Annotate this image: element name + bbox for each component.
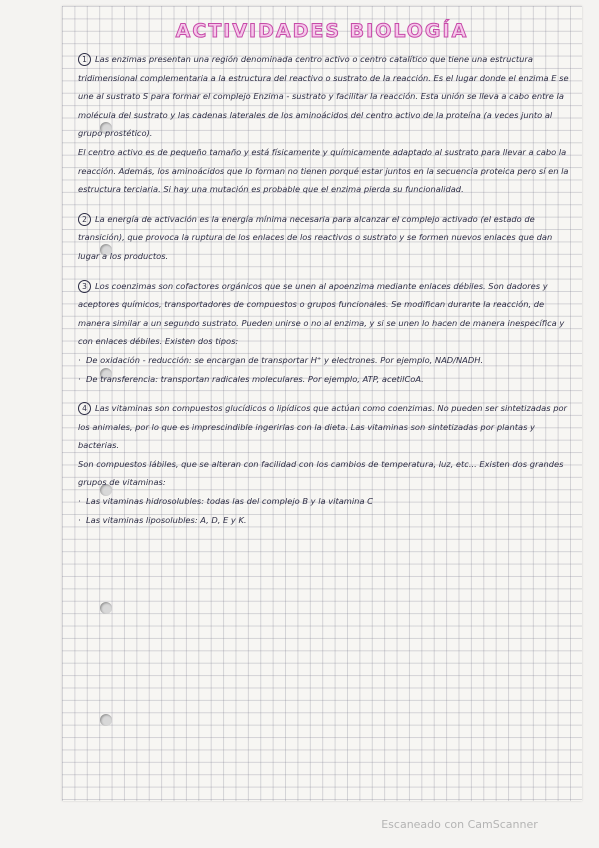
paragraph-text: El centro activo es de pequeño tamaño y está físicamente y químicamente adaptado al sustrato para llevar a cabo la reacción. Además, los aminoácidos que lo forman no tienen porqué estar juntos en la secuencia proteica pero sí en la estructura terciaria. Si hay una mutación es probable que el enzima pierda su funcionalidad.: [78, 146, 569, 195]
binder-hole: [100, 714, 112, 726]
notes-body: [78, 50, 572, 540]
bullet-list: [78, 492, 572, 529]
binder-hole: [100, 602, 112, 614]
notebook-page: [62, 6, 582, 801]
paragraph-number: 4: [78, 402, 91, 415]
paragraph-text: Las vitaminas son compuestos glucídicos o lipídicos que actúan como coenzimas. No pueden ser sintetizadas por los animales, por lo que es imprescindible ingerirlas con la dieta. Las vitaminas son sintetizadas por plantas y bacterias.: [78, 403, 567, 451]
paragraph-number: 1: [78, 53, 91, 66]
paragraph-3: [78, 277, 572, 389]
list-item: · Las vitaminas hidrosolubles: todas las del complejo B y la vitamina C: [78, 492, 572, 511]
paragraph-number: 3: [78, 280, 91, 293]
list-item: · De transferencia: transportan radicales moleculares. Por ejemplo, ATP, acetilCoA.: [78, 370, 572, 389]
paragraph-1: [78, 50, 572, 199]
paragraph-text: La energía de activación es la energía mínima necesaria para alcanzar el complejo activado (el estado de transición), que provoca la ruptura de los enlaces de los reactivos o sustrato y se formen nuevos enlaces que dan lugar a los productos.: [78, 213, 553, 261]
paragraph-2: [78, 210, 572, 266]
bullet-list: [78, 351, 572, 388]
scanner-watermark: Escaneado con CamScanner: [381, 818, 538, 831]
paragraph-4: [78, 399, 572, 529]
paragraph-text: Los coenzimas son cofactores orgánicos que se unen al apoenzima mediante enlaces débiles. Son dadores y aceptores químicos, transportadores de compuestos o grupos funcionales. Se modifican durante la reacción, de manera similar a un segundo sustrato. Pueden unirse o no al enzima, y si se unen lo hacen de manera inespecífica y con enlaces débiles. Existen dos tipos:: [78, 280, 565, 347]
list-item: · Las vitaminas liposolubles: A, D, E y K.: [78, 511, 572, 530]
paragraph-number: 2: [78, 213, 91, 226]
page-title: ACTIVIDADES BIOLOGÍA: [175, 20, 469, 42]
list-item: · De oxidación - reducción: se encargan de transportar H⁺ y electrones. Por ejemplo, NAD/NADH.: [78, 351, 572, 370]
paragraph-text: Son compuestos lábiles, que se alteran con facilidad con los cambios de temperatura, luz, etc... Existen dos grandes grupos de vitaminas:: [78, 458, 564, 488]
paragraph-text: Las enzimas presentan una región denominada centro activo o centro catalítico que tiene una estructura tridimensional complementaria a la estructura del reactivo o sustrato de la reacción. Es el lugar donde el enzima E se une al sustrato S para formar el complejo Enzima - sustrato y facilitar la reacción. Esta unión se lleva a cabo entre la molécula del sustrato y las cadenas laterales de los aminoácidos del centro activo de la proteína (a veces junto al grupo prostético).: [78, 54, 569, 139]
